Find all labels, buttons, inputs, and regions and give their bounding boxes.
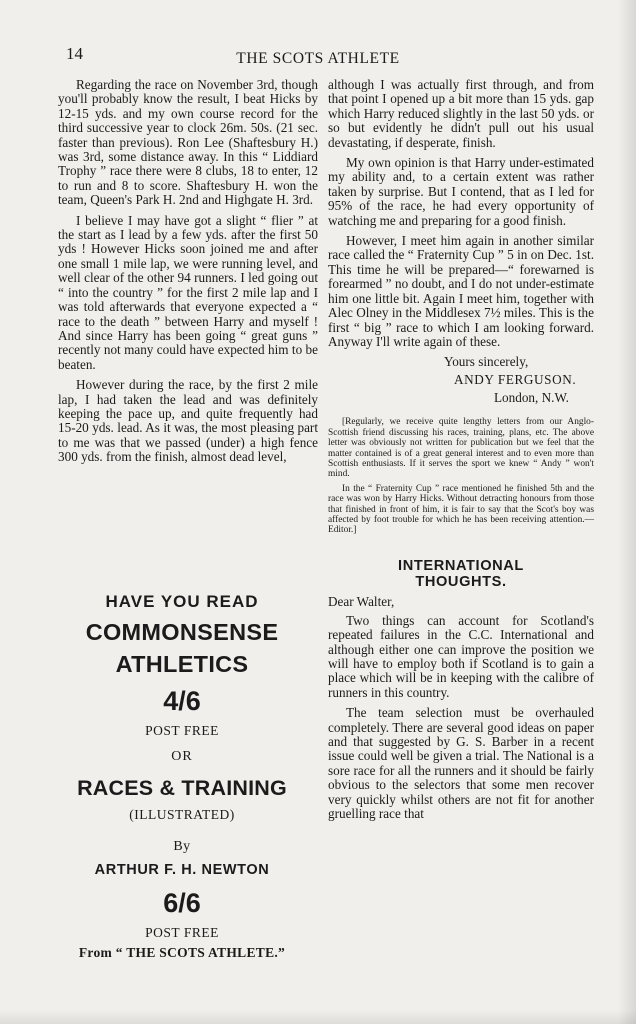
page-edge-shadow	[618, 0, 636, 1024]
page-number: 14	[66, 44, 83, 63]
page-bottom-shadow	[0, 1010, 636, 1024]
running-title: THE SCOTS ATHLETE	[236, 50, 400, 67]
ad-price-1: 4/6	[163, 686, 201, 716]
section-title-line-1: INTERNATIONAL	[398, 557, 524, 574]
left-paragraph-2: I believe I may have got a slight “ flier ” at the start as I lead by a few yds. after the first 50 yds ! However Hicks soon joined me and after one small 1 mile lap, we were running level, and well clear of the other 94 runners. I led going out “ into the country ” for the first 2 mile lap and I was told afterwards that everyone expected a “ race to the death ” between Harry and myself ! And since Harry has been going “ great guns ” recently not many could have expected him to be beaten.	[58, 212, 318, 372]
left-paragraph-3: However during the race, by the first 2 mile lap, I had taken the lead and was definitely keeping the pace up, and quite frequently had 15-20 yds. lead. As it was, the most pleasing part to me was that we passed (under) a high fence 300 yds. from the finish, almost dead level,	[58, 377, 318, 465]
ad-post-free-2: POST FREE	[145, 925, 219, 940]
ad-post-free-1: POST FREE	[145, 723, 219, 738]
section-paragraph-1: Two things can account for Scotland's repeated failures in the C.C. International and although either one can improve the position we will have to employ both if Scotland is to gain a place which will be in keeping with the calibre of runners in this country.	[328, 612, 594, 700]
editor-note-1: [Regularly, we receive quite lengthy letters from our Anglo-Scottish friend discussing his races, training, plans, etc. The above letter was obviously not written for publication but we feel that the matter contained is of a great general interest and to even more than Scottish enthusiasts. If it serves the sport we knew “ Andy ” won't mind.	[328, 417, 594, 480]
ad-heading: HAVE YOU READ	[105, 592, 259, 611]
section-title	[328, 558, 594, 590]
editor-note-2: In the “ Fraternity Cup ” race mentioned he finished 5th and the race was won by Harry Hicks. Without detracting honours from those that finished in front of him, it is fair to say that the Scot's boy was affected by foot trouble for which he has been receiving attention.—Editor.]	[328, 483, 594, 536]
ad-title-1-line-1: COMMONSENSE	[85, 619, 279, 645]
right-paragraph-3: However, I meet him again in another similar race called the “ Fraternity Cup ” 5 in on Dec. 1st. This time he will be prepared—“ forewarned is forearmed ” no doubt, and I do not under-estimate him one little bit. Again I meet him, together with Alec Olney in the Middlesex 7½ miles. This is the first “ big ” race to which I am looking forward. Anyway I'll write again of these.	[328, 233, 594, 349]
ad-from: From “ THE SCOTS ATHLETE.”	[78, 945, 286, 960]
section-paragraph-2: The team selection must be overhauled completely. There are several good ideas on paper and that suggested by G. S. Barber in a recent issue could well be given a trial. The National is a sore race for all the runners and it should be fairly obvious to the selectors that some men recover very quickly whilst others are not fit for another gruelling race that	[328, 705, 594, 822]
left-paragraph-1: Regarding the race on November 3rd, though you'll probably know the result, I beat Hicks by 12-15 yds. and my own course record for the third successive year to clock 26m. 50s. (21 sec. faster than previous). Ron Lee (Shaftesbury H.) was 3rd, some distance away. In this “ Liddiard Trophy ” race there were 8 clubs, 18 to enter, 12 to run and 8 to score. Shaftesbury H. won the team, Queen's Park H. 2nd and Highgate H. 3rd.	[58, 77, 318, 208]
signoff-name: ANDY FERGUSON.	[454, 372, 577, 388]
salutation: Dear Walter,	[328, 593, 395, 609]
book-advertisement	[48, 592, 316, 962]
ad-author: ARTHUR F. H. NEWTON	[94, 862, 270, 878]
letter-signoff	[328, 353, 594, 407]
ad-by: By	[173, 839, 191, 854]
section-title-line-2: THOUGHTS.	[415, 573, 507, 590]
signoff-yours: Yours sincerely,	[444, 354, 529, 370]
signoff-place: London, N.W.	[494, 390, 569, 406]
left-column	[58, 78, 318, 465]
ad-title-2: RACES & TRAINING	[77, 776, 287, 800]
right-paragraph-1: although I was actually first through, and from that point I opened up a bit more than 15 yds. gap which Harry reduced slightly in the last 50 yds. or so but evidently he didn't pull out his usual devastating, if desperate, finish.	[328, 77, 594, 150]
ad-price-2: 6/6	[163, 888, 201, 918]
ad-title-1-line-2: ATHLETICS	[115, 651, 249, 677]
ad-or: OR	[171, 749, 193, 764]
right-column	[328, 78, 594, 821]
ad-illustrated: (ILLUSTRATED)	[129, 807, 235, 822]
right-paragraph-2: My own opinion is that Harry under-estimated my ability and, to a certain extent was rather taken by surprise. But I contend, that as I led for 95% of the race, he had every opportunity of watching me and preparing for a good finish.	[328, 155, 594, 228]
